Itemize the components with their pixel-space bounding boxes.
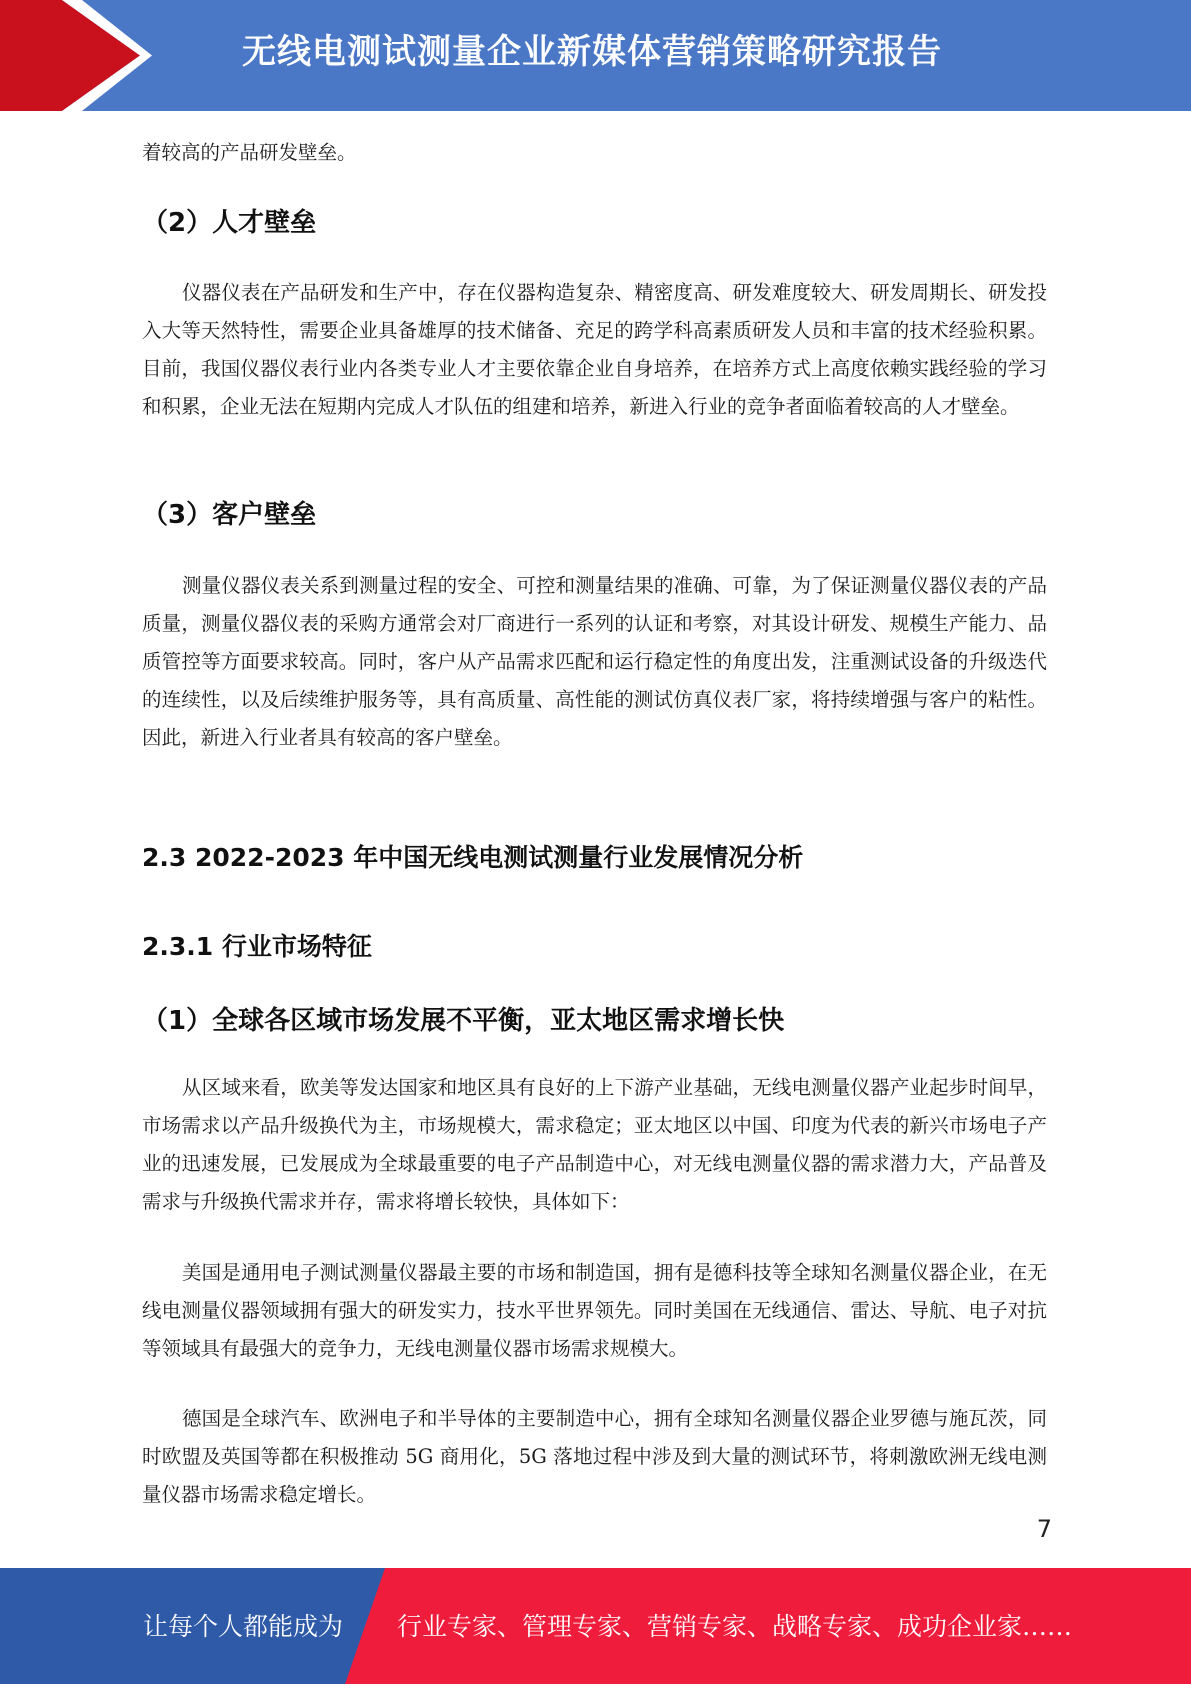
page-header [0, 0, 1191, 111]
heading-section-2-3-1: 2.3.1 行业市场特征 [142, 932, 372, 961]
paragraph-talent-barrier: 仪器仪表在产品研发和生产中，存在仪器构造复杂、精密度高、研发难度较大、研发周期长、研发投入大等天然特性，需要企业具备雄厚的技术储备、充足的跨学科高素质研发人员和丰富的技术经验积累。目前，我国仪器仪表行业内各类专业人才主要依靠企业自身培养，在培养方式上高度依赖实践经验的学习和积累，企业无法在短期内完成人才队伍的组建和培养，新进入行业的竞争者面临着较高的人才壁垒。 [142, 281, 1047, 418]
heading-customer-barrier: （3）客户壁垒 [142, 500, 317, 530]
heading-talent-barrier: （2）人才壁垒 [142, 208, 317, 238]
page-footer [0, 1568, 1191, 1684]
paragraph-regions: 从区域来看，欧美等发达国家和地区具有良好的上下游产业基础，无线电测量仪器产业起步时间早，市场需求以产品升级换代为主，市场规模大，需求稳定；亚太地区以中国、印度为代表的新兴市场电子产业的迅速发展，已发展成为全球最重要的电子产品制造中心，对无线电测量仪器的需求潜力大，产品普及需求与升级换代需求并存，需求将增长较快，具体如下： [142, 1076, 1047, 1213]
footer-slogan-right: 行业专家、管理专家、营销专家、战略专家、成功企业家…… [397, 1612, 1073, 1641]
report-title: 无线电测试测量企业新媒体营销策略研究报告 [242, 32, 942, 72]
heading-section-2-3: 2.3 2022-2023 年中国无线电测试测量行业发展情况分析 [142, 843, 804, 872]
paragraph-continuation: 着较高的产品研发壁垒。 [142, 141, 357, 164]
heading-global-regions: （1）全球各区域市场发展不平衡，亚太地区需求增长快 [142, 1006, 785, 1036]
header-arrow-decoration [0, 0, 160, 111]
page-number: 7 [1036, 1515, 1052, 1543]
footer-slogan-left: 让每个人都能成为 [143, 1612, 344, 1641]
paragraph-usa: 美国是通用电子测试测量仪器最主要的市场和制造国，拥有是德科技等全球知名测量仪器企业，在无线电测量仪器领域拥有强大的研发实力，技水平世界领先。同时美国在无线通信、雷达、导航、电子对抗等领域具有最强大的竞争力，无线电测量仪器市场需求规模大。 [142, 1261, 1047, 1360]
paragraph-germany: 德国是全球汽车、欧洲电子和半导体的主要制造中心，拥有全球知名测量仪器企业罗德与施瓦茨，同时欧盟及英国等都在积极推动 5G 商用化，5G 落地过程中涉及到大量的测试环节，将刺激欧洲无线电测量仪器市场需求稳定增长。 [142, 1407, 1047, 1506]
paragraph-customer-barrier: 测量仪器仪表关系到测量过程的安全、可控和测量结果的准确、可靠，为了保证测量仪器仪表的产品质量，测量仪器仪表的采购方通常会对厂商进行一系列的认证和考察，对其设计研发、规模生产能力、品质管控等方面要求较高。同时，客户从产品需求匹配和运行稳定性的角度出发，注重测试设备的升级迭代的连续性，以及后续维护服务等，具有高质量、高性能的测试仿真仪表厂家，将持续增强与客户的粘性。因此，新进入行业者具有较高的客户壁垒。 [142, 574, 1047, 749]
